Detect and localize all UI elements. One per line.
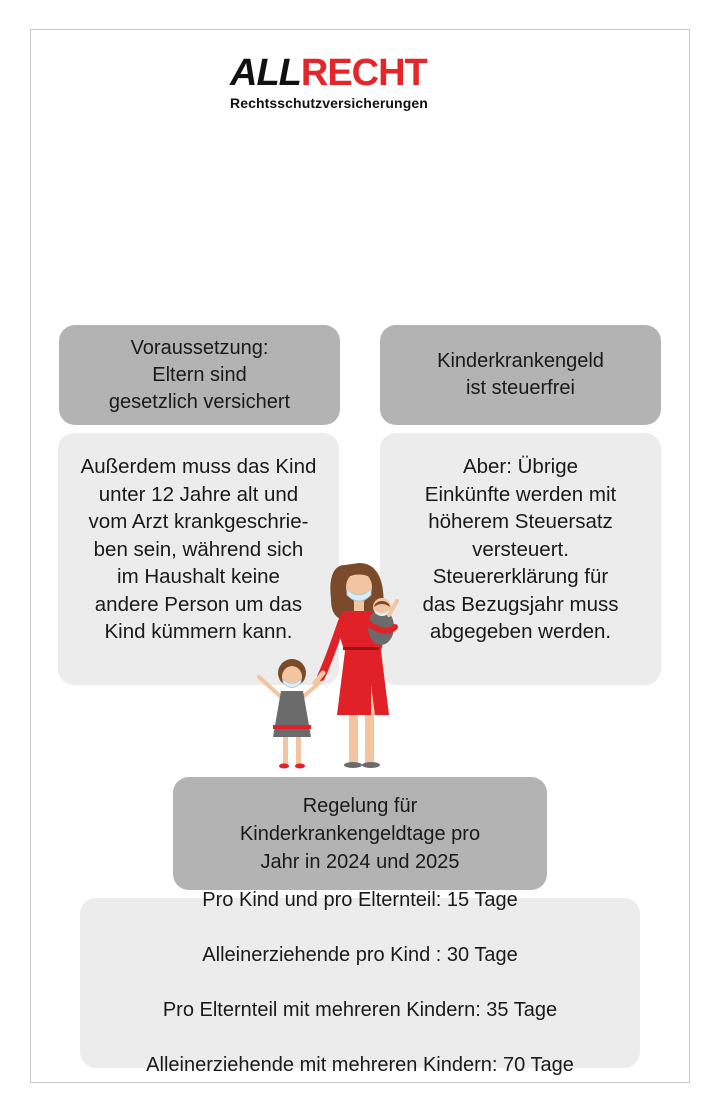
- tax-free-box: [380, 325, 661, 425]
- logo-word-recht: RECHT: [300, 52, 427, 94]
- days-list: [146, 859, 574, 1107]
- girl-figure: [259, 659, 319, 769]
- days-box: [80, 888, 640, 1076]
- mother-with-children-illustration: [245, 555, 415, 775]
- tax-free-text: Kinderkrankengeld ist steuerfrei: [437, 350, 604, 399]
- days-line: Alleinerziehende mit mehreren Kindern: 70 Tage: [146, 1053, 574, 1076]
- days-line: Pro Elternteil mit mehreren Kindern: 35 Tage: [162, 998, 558, 1021]
- logo-wordmark: [230, 52, 427, 94]
- requirement-text: Voraussetzung: Eltern sind gesetzlich versichert: [108, 336, 291, 413]
- days-line: Pro Kind und pro Elternteil: 15 Tage: [202, 888, 518, 911]
- rule-title-text: Regelung für Kinderkrankengeldtage pro Jahr in 2024 und 2025: [239, 794, 481, 873]
- logo-subtitle: Rechtsschutzversicherungen: [230, 95, 428, 111]
- days-line: Alleinerziehende pro Kind : 30 Tage: [202, 943, 518, 966]
- other-income-text: Aber: Übrige Einkünfte werden mit höherem Steuersatz versteuert. Steuererklärung für das Bezugsjahr muss abgegeben werden.: [422, 455, 619, 643]
- other-income-box: [380, 433, 661, 685]
- logo-word-all: ALL: [230, 52, 301, 94]
- requirement-box: [59, 325, 340, 425]
- mother-figure: [315, 563, 389, 768]
- child-conditions-text: Außerdem muss das Kind unter 12 Jahre alt und vom Arzt krankgeschrie- ben sein, während sich im Haushalt keine andere Person um das Kind kümmern kann.: [80, 455, 317, 643]
- allrecht-logo: [230, 52, 470, 115]
